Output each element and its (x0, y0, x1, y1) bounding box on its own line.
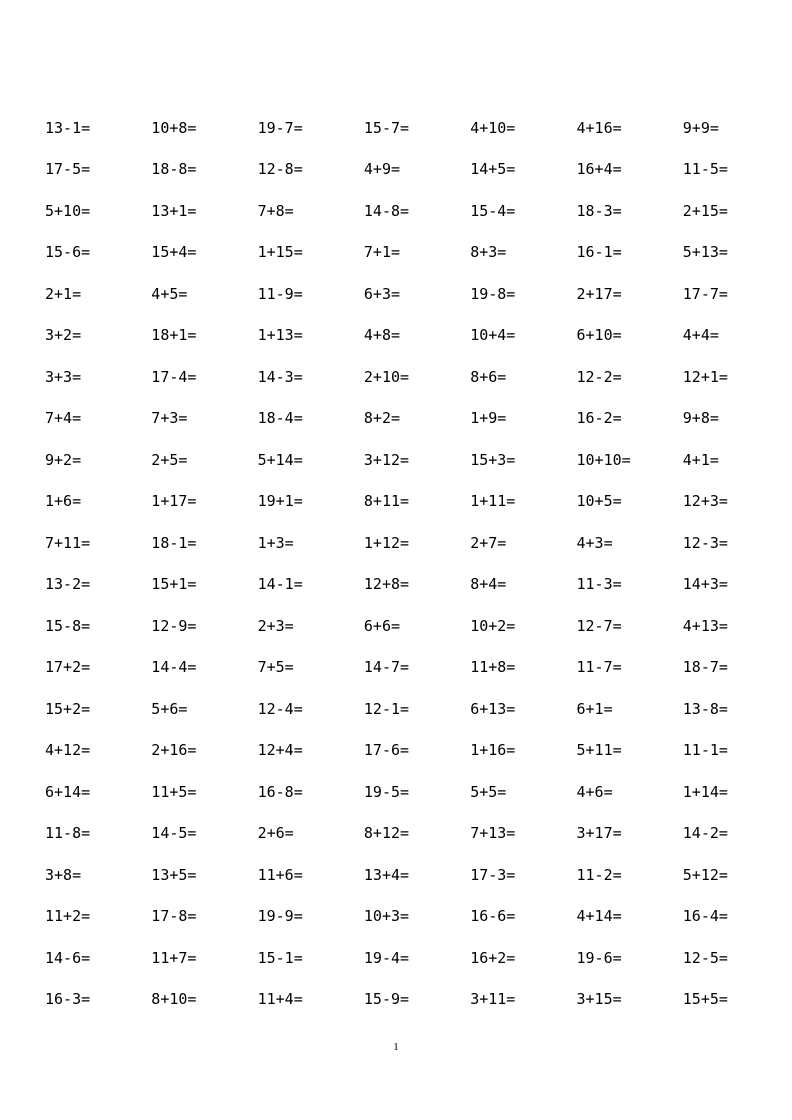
problem-row (45, 937, 765, 979)
math-problem: 11-8= (45, 824, 91, 843)
math-problem: 14-1= (257, 575, 303, 594)
math-problem: 1+13= (257, 326, 303, 345)
math-problem: 1+14= (682, 782, 728, 801)
problem-row (45, 356, 765, 398)
math-problem: 16-4= (682, 907, 728, 926)
math-problem: 7+1= (363, 243, 401, 262)
math-problem: 3+8= (45, 865, 82, 884)
math-problem: 13-2= (45, 575, 91, 594)
problem-row (45, 605, 765, 647)
math-problem: 4+12= (45, 741, 91, 760)
math-problem: 7+13= (470, 824, 516, 843)
math-problem: 13-1= (45, 118, 91, 137)
math-problem: 12-9= (151, 616, 197, 635)
math-problem: 5+13= (682, 243, 728, 262)
math-problem: 12-5= (682, 948, 728, 967)
math-problem: 14-8= (363, 201, 410, 220)
problem-row (45, 979, 765, 1021)
math-problem: 14-5= (151, 824, 197, 843)
math-problem: 1+9= (470, 409, 507, 428)
math-problem: 3+12= (363, 450, 410, 469)
problem-row (45, 522, 765, 564)
problem-row (45, 439, 765, 481)
math-problem: 4+10= (470, 118, 516, 137)
math-problem: 19-5= (363, 782, 410, 801)
math-problem: 13+4= (363, 865, 410, 884)
problem-row (45, 730, 765, 772)
math-problem: 7+3= (151, 409, 188, 428)
problem-row (45, 564, 765, 606)
problem-row (45, 481, 765, 523)
math-problem: 12+3= (682, 492, 728, 511)
math-problem: 1+12= (363, 533, 410, 552)
math-problem: 11-3= (576, 575, 622, 594)
math-problem: 5+14= (257, 450, 303, 469)
math-problem: 17-3= (470, 865, 516, 884)
math-problem: 15+1= (151, 575, 197, 594)
math-problem: 18+1= (151, 326, 197, 345)
math-problem: 2+5= (151, 450, 188, 469)
math-problem: 17+2= (45, 658, 91, 677)
problem-row (45, 149, 765, 191)
math-problem: 10+4= (470, 326, 516, 345)
problem-row (45, 315, 765, 357)
problem-row (45, 273, 765, 315)
math-problem: 16-2= (576, 409, 622, 428)
math-problem: 1+3= (257, 533, 294, 552)
problem-row (45, 688, 765, 730)
math-problem: 15+2= (45, 699, 91, 718)
math-problem: 16-6= (470, 907, 516, 926)
math-problem: 19-7= (257, 118, 303, 137)
math-problem: 12-8= (257, 160, 303, 179)
math-problem: 19-8= (470, 284, 516, 303)
math-problem: 4+3= (576, 533, 613, 552)
math-problem: 6+6= (363, 616, 401, 635)
math-problem: 12-2= (576, 367, 622, 386)
math-problem: 9+2= (45, 450, 82, 469)
math-problem: 15-7= (363, 118, 410, 137)
math-problem: 17-6= (363, 741, 410, 760)
math-problem: 10+5= (576, 492, 622, 511)
math-problem: 19+1= (257, 492, 303, 511)
math-problem: 11+7= (151, 948, 197, 967)
math-problem: 2+17= (576, 284, 622, 303)
math-problem: 7+4= (45, 409, 82, 428)
math-problem: 14-2= (682, 824, 728, 843)
math-problem: 15+3= (470, 450, 516, 469)
math-problem: 17-8= (151, 907, 197, 926)
math-problem: 3+2= (45, 326, 82, 345)
math-problem: 19-4= (363, 948, 410, 967)
page-number: 1 (393, 1041, 399, 1053)
math-problem: 10+3= (363, 907, 410, 926)
math-problem: 5+10= (45, 201, 91, 220)
math-problem: 1+17= (151, 492, 197, 511)
math-problem: 6+13= (470, 699, 516, 718)
math-problem: 2+7= (470, 533, 507, 552)
math-problem: 7+11= (45, 533, 91, 552)
math-problem: 4+16= (576, 118, 622, 137)
math-problem: 17-5= (45, 160, 91, 179)
math-problem: 18-8= (151, 160, 197, 179)
problem-row (45, 854, 765, 896)
math-problem: 11-1= (682, 741, 728, 760)
problem-row (45, 398, 765, 440)
math-problem: 2+1= (45, 284, 82, 303)
math-problem: 15+5= (682, 990, 728, 1009)
math-problem: 12+8= (363, 575, 410, 594)
math-problem: 13+1= (151, 201, 197, 220)
math-problem: 14-3= (257, 367, 303, 386)
math-problem: 8+2= (363, 409, 401, 428)
math-problem: 1+11= (470, 492, 516, 511)
math-problem: 11+5= (151, 782, 197, 801)
math-problem: 13+5= (151, 865, 197, 884)
math-problem: 4+1= (682, 450, 719, 469)
math-problem: 3+17= (576, 824, 622, 843)
math-problem: 18-4= (257, 409, 303, 428)
math-problem: 6+14= (45, 782, 91, 801)
math-problem: 6+10= (576, 326, 622, 345)
math-problem: 4+6= (576, 782, 613, 801)
math-problem: 13-8= (682, 699, 728, 718)
problem-row (45, 232, 765, 274)
math-problem: 12-4= (257, 699, 303, 718)
math-problem: 12-3= (682, 533, 728, 552)
math-problem: 15-8= (45, 616, 91, 635)
math-problem: 1+16= (470, 741, 516, 760)
problem-row (45, 771, 765, 813)
math-problem: 8+4= (470, 575, 507, 594)
math-problem: 18-1= (151, 533, 197, 552)
math-problem: 10+10= (576, 450, 631, 469)
math-problem: 1+15= (257, 243, 303, 262)
math-problem: 4+9= (363, 160, 401, 179)
math-problem: 9+8= (682, 409, 719, 428)
math-problem: 4+8= (363, 326, 401, 345)
math-problem: 11+4= (257, 990, 303, 1009)
problem-grid (45, 107, 765, 1020)
math-problem: 8+3= (470, 243, 507, 262)
math-problem: 15-1= (257, 948, 303, 967)
math-problem: 11-7= (576, 658, 622, 677)
math-problem: 11+2= (45, 907, 91, 926)
math-problem: 4+13= (682, 616, 728, 635)
math-problem: 1+6= (45, 492, 82, 511)
math-problem: 14-6= (45, 948, 91, 967)
math-problem: 15-6= (45, 243, 91, 262)
math-problem: 8+12= (363, 824, 410, 843)
math-problem: 11-5= (682, 160, 728, 179)
math-problem: 15-9= (363, 990, 410, 1009)
math-problem: 16-3= (45, 990, 91, 1009)
math-problem: 7+8= (257, 201, 294, 220)
math-problem: 15-4= (470, 201, 516, 220)
problem-row (45, 896, 765, 938)
math-problem: 12+1= (682, 367, 728, 386)
math-problem: 8+6= (470, 367, 507, 386)
math-problem: 14+5= (470, 160, 516, 179)
math-problem: 11-2= (576, 865, 622, 884)
math-problem: 4+4= (682, 326, 719, 345)
math-problem: 14-7= (363, 658, 410, 677)
math-problem: 17-7= (682, 284, 728, 303)
math-problem: 8+10= (151, 990, 197, 1009)
math-problem: 6+1= (576, 699, 613, 718)
math-problem: 4+5= (151, 284, 188, 303)
math-problem: 3+3= (45, 367, 82, 386)
math-problem: 2+16= (151, 741, 197, 760)
math-problem: 2+6= (257, 824, 294, 843)
math-problem: 2+3= (257, 616, 294, 635)
math-problem: 16-8= (257, 782, 303, 801)
math-problem: 3+15= (576, 990, 622, 1009)
math-problem: 2+15= (682, 201, 728, 220)
math-problem: 18-3= (576, 201, 622, 220)
math-problem: 7+5= (257, 658, 294, 677)
math-problem: 11+8= (470, 658, 516, 677)
math-problem: 11-9= (257, 284, 303, 303)
math-problem: 5+11= (576, 741, 622, 760)
math-problem: 16+2= (470, 948, 516, 967)
math-problem: 5+6= (151, 699, 188, 718)
math-problem: 4+14= (576, 907, 622, 926)
math-problem: 12-1= (363, 699, 410, 718)
math-problem: 14-4= (151, 658, 197, 677)
math-problem: 5+5= (470, 782, 507, 801)
math-problem: 19-9= (257, 907, 303, 926)
math-problem: 12+4= (257, 741, 303, 760)
problem-row (45, 647, 765, 689)
math-problem: 12-7= (576, 616, 622, 635)
problem-row (45, 190, 765, 232)
problem-row (45, 107, 765, 149)
math-problem: 18-7= (682, 658, 728, 677)
math-problem: 16-1= (576, 243, 622, 262)
math-problem: 5+12= (682, 865, 728, 884)
math-problem: 2+10= (363, 367, 410, 386)
math-problem: 10+8= (151, 118, 197, 137)
math-problem: 6+3= (363, 284, 401, 303)
math-problem: 17-4= (151, 367, 197, 386)
math-problem: 14+3= (682, 575, 728, 594)
math-problem: 15+4= (151, 243, 197, 262)
math-problem: 8+11= (363, 492, 410, 511)
math-problem: 11+6= (257, 865, 303, 884)
math-problem: 16+4= (576, 160, 622, 179)
math-problem: 19-6= (576, 948, 622, 967)
math-problem: 10+2= (470, 616, 516, 635)
math-problem: 9+9= (682, 118, 719, 137)
math-problem: 3+11= (470, 990, 516, 1009)
problem-row (45, 813, 765, 855)
